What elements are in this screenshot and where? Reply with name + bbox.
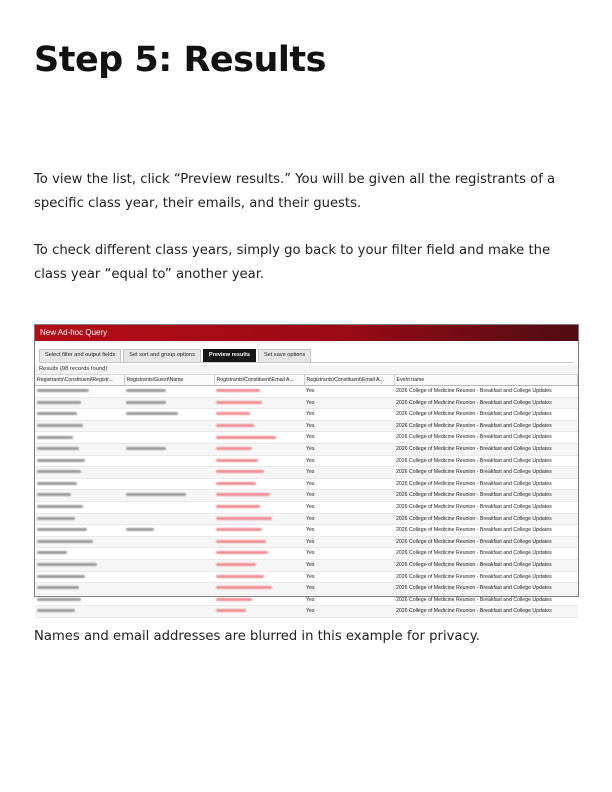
blurred-text xyxy=(37,424,83,427)
blurred-text xyxy=(216,551,268,554)
guest-name-cell xyxy=(124,490,214,502)
query-window-header: New Ad-hoc Query xyxy=(35,325,578,341)
registrant-name-cell xyxy=(35,432,124,444)
table-row[interactable] xyxy=(35,397,578,409)
email-flag-cell: Yes xyxy=(304,443,394,455)
blurred-text xyxy=(37,540,93,543)
guest-name-cell xyxy=(124,467,214,479)
email-flag-cell: Yes xyxy=(304,548,394,560)
guest-name-cell xyxy=(124,420,214,432)
blurred-text xyxy=(126,493,186,496)
guest-name-cell xyxy=(124,501,214,513)
blurred-text xyxy=(37,493,71,496)
email-flag-cell: Yes xyxy=(304,397,394,409)
table-row[interactable] xyxy=(35,467,578,479)
query-tabs xyxy=(39,349,574,363)
blurred-text xyxy=(37,459,85,462)
registrant-name-cell xyxy=(35,594,124,606)
query-results-screenshot xyxy=(34,324,579,615)
guest-name-cell xyxy=(124,397,214,409)
table-row[interactable] xyxy=(35,409,578,421)
email-cell xyxy=(214,443,304,455)
event-name-cell: 2026 College of Medicine Reunion - Breakfast and College Updates xyxy=(394,409,578,421)
instructions-paragraph-1: To view the list, click “Preview results.” You will be given all the registrants of a specific class year, their emails, and their guests. xyxy=(34,172,556,211)
table-row[interactable] xyxy=(35,432,578,444)
email-flag-cell: Yes xyxy=(304,467,394,479)
blurred-text xyxy=(37,401,81,404)
blurred-text xyxy=(216,540,266,543)
blurred-text xyxy=(216,528,262,531)
guest-name-cell xyxy=(124,455,214,467)
event-name-cell: 2026 College of Medicine Reunion - Breakfast and College Updates xyxy=(394,583,578,595)
registrant-name-cell xyxy=(35,478,124,490)
blurred-text xyxy=(216,447,252,450)
event-name-cell: 2026 College of Medicine Reunion - Breakfast and College Updates xyxy=(394,548,578,560)
email-cell xyxy=(214,536,304,548)
blurred-text xyxy=(216,424,254,427)
table-row[interactable] xyxy=(35,606,578,618)
email-cell xyxy=(214,583,304,595)
table-row[interactable] xyxy=(35,478,578,490)
blurred-text xyxy=(37,447,79,450)
blurred-text xyxy=(216,493,270,496)
blurred-text xyxy=(216,505,260,508)
registrant-name-cell xyxy=(35,536,124,548)
blurred-text xyxy=(37,551,67,554)
guest-name-cell xyxy=(124,478,214,490)
guest-name-cell xyxy=(124,559,214,571)
column-header[interactable]: Event name xyxy=(394,375,578,386)
blurred-text xyxy=(216,598,252,601)
blurred-text xyxy=(37,528,87,531)
blurred-text xyxy=(37,389,89,392)
email-cell xyxy=(214,571,304,583)
email-flag-cell: Yes xyxy=(304,501,394,513)
blurred-text xyxy=(216,609,246,612)
registrant-name-cell xyxy=(35,443,124,455)
blurred-text xyxy=(37,505,83,508)
email-flag-cell: Yes xyxy=(304,420,394,432)
blurred-text xyxy=(216,412,250,415)
email-flag-cell: Yes xyxy=(304,606,394,618)
blurred-text xyxy=(37,609,75,612)
table-row[interactable] xyxy=(35,536,578,548)
email-flag-cell: Yes xyxy=(304,513,394,525)
table-header-row xyxy=(35,375,578,386)
email-cell xyxy=(214,478,304,490)
blurred-text xyxy=(126,528,154,531)
event-name-cell: 2026 College of Medicine Reunion - Breakfast and College Updates xyxy=(394,571,578,583)
blurred-text xyxy=(37,598,81,601)
table-row[interactable] xyxy=(35,490,578,502)
guest-name-cell xyxy=(124,432,214,444)
instructions-paragraph-2: To check different class years, simply go back to your filter field and make the class year “equal to” another year. xyxy=(34,243,551,282)
email-flag-cell: Yes xyxy=(304,559,394,571)
event-name-cell: 2026 College of Medicine Reunion - Breakfast and College Updates xyxy=(394,513,578,525)
email-flag-cell: Yes xyxy=(304,536,394,548)
email-cell xyxy=(214,409,304,421)
event-name-cell: 2026 College of Medicine Reunion - Breakfast and College Updates xyxy=(394,594,578,606)
tab-save-options[interactable]: Set save options xyxy=(258,349,311,362)
blurred-text xyxy=(126,412,178,415)
table-row[interactable] xyxy=(35,443,578,455)
column-header[interactable]: Registrants\Constituent\Registr... xyxy=(35,375,124,386)
registrant-name-cell xyxy=(35,455,124,467)
blurred-text xyxy=(37,470,81,473)
email-cell xyxy=(214,432,304,444)
table-row[interactable] xyxy=(35,594,578,606)
table-row[interactable] xyxy=(35,386,578,398)
email-flag-cell: Yes xyxy=(304,594,394,606)
registrant-name-cell xyxy=(35,397,124,409)
email-flag-cell: Yes xyxy=(304,490,394,502)
email-cell xyxy=(214,386,304,398)
registrant-name-cell xyxy=(35,548,124,560)
guest-name-cell xyxy=(124,525,214,537)
privacy-note: Names and email addresses are blurred in this example for privacy. xyxy=(34,629,480,644)
email-cell xyxy=(214,420,304,432)
table-row[interactable] xyxy=(35,420,578,432)
event-name-cell: 2026 College of Medicine Reunion - Breakfast and College Updates xyxy=(394,397,578,409)
registrant-name-cell xyxy=(35,559,124,571)
email-flag-cell: Yes xyxy=(304,386,394,398)
blurred-text xyxy=(216,517,272,520)
guest-name-cell xyxy=(124,409,214,421)
blurred-text xyxy=(37,563,97,566)
email-cell xyxy=(214,594,304,606)
table-row[interactable] xyxy=(35,525,578,537)
event-name-cell: 2026 College of Medicine Reunion - Breakfast and College Updates xyxy=(394,443,578,455)
guest-name-cell xyxy=(124,513,214,525)
registrant-name-cell xyxy=(35,420,124,432)
email-cell xyxy=(214,397,304,409)
event-name-cell: 2026 College of Medicine Reunion - Breakfast and College Updates xyxy=(394,478,578,490)
blurred-text xyxy=(216,389,260,392)
registrant-name-cell xyxy=(35,467,124,479)
column-header[interactable]: Registrants\Constituent\Email A... xyxy=(214,375,304,386)
blurred-text xyxy=(37,412,77,415)
results-table-body xyxy=(35,386,578,618)
email-cell xyxy=(214,467,304,479)
registrant-name-cell xyxy=(35,583,124,595)
tab-preview-results[interactable]: Preview results xyxy=(203,349,256,362)
blurred-text xyxy=(37,586,79,589)
blurred-text xyxy=(126,389,166,392)
event-name-cell: 2026 College of Medicine Reunion - Breakfast and College Updates xyxy=(394,455,578,467)
email-cell xyxy=(214,559,304,571)
blurred-text xyxy=(126,401,166,404)
blurred-text xyxy=(126,447,166,450)
registrant-name-cell xyxy=(35,490,124,502)
event-name-cell: 2026 College of Medicine Reunion - Breakfast and College Updates xyxy=(394,536,578,548)
blurred-text xyxy=(216,401,262,404)
event-name-cell: 2026 College of Medicine Reunion - Breakfast and College Updates xyxy=(394,606,578,618)
records-found-count: Results (98 records found) xyxy=(35,365,578,375)
email-cell xyxy=(214,548,304,560)
column-header[interactable]: Registrants\Constituent\Email A... xyxy=(304,375,394,386)
table-row[interactable] xyxy=(35,559,578,571)
guest-name-cell xyxy=(124,571,214,583)
email-cell xyxy=(214,525,304,537)
registrant-name-cell xyxy=(35,386,124,398)
event-name-cell: 2026 College of Medicine Reunion - Breakfast and College Updates xyxy=(394,501,578,513)
email-flag-cell: Yes xyxy=(304,455,394,467)
event-name-cell: 2026 College of Medicine Reunion - Breakfast and College Updates xyxy=(394,525,578,537)
email-flag-cell: Yes xyxy=(304,478,394,490)
table-row[interactable] xyxy=(35,571,578,583)
table-row[interactable] xyxy=(35,501,578,513)
event-name-cell: 2026 College of Medicine Reunion - Breakfast and College Updates xyxy=(394,559,578,571)
email-flag-cell: Yes xyxy=(304,571,394,583)
registrant-name-cell xyxy=(35,525,124,537)
guest-name-cell xyxy=(124,548,214,560)
blurred-text xyxy=(37,517,75,520)
blurred-text xyxy=(216,563,256,566)
event-name-cell: 2026 College of Medicine Reunion - Breakfast and College Updates xyxy=(394,432,578,444)
guest-name-cell xyxy=(124,594,214,606)
email-flag-cell: Yes xyxy=(304,432,394,444)
email-flag-cell: Yes xyxy=(304,583,394,595)
blurred-text xyxy=(216,436,276,439)
guest-name-cell xyxy=(124,386,214,398)
event-name-cell: 2026 College of Medicine Reunion - Breakfast and College Updates xyxy=(394,386,578,398)
column-header[interactable]: Registrants\Guest\Name xyxy=(124,375,214,386)
email-cell xyxy=(214,513,304,525)
guest-name-cell xyxy=(124,443,214,455)
blurred-text xyxy=(216,470,264,473)
blurred-text xyxy=(37,436,73,439)
page-title: Step 5: Results xyxy=(34,40,326,80)
blurred-text xyxy=(216,459,258,462)
email-cell xyxy=(214,606,304,618)
email-flag-cell: Yes xyxy=(304,525,394,537)
blurred-text xyxy=(216,575,264,578)
table-row[interactable] xyxy=(35,513,578,525)
event-name-cell: 2026 College of Medicine Reunion - Breakfast and College Updates xyxy=(394,490,578,502)
event-name-cell: 2026 College of Medicine Reunion - Breakfast and College Updates xyxy=(394,420,578,432)
blurred-text xyxy=(37,575,85,578)
registrant-name-cell xyxy=(35,606,124,618)
guest-name-cell xyxy=(124,536,214,548)
email-cell xyxy=(214,501,304,513)
email-flag-cell: Yes xyxy=(304,409,394,421)
results-table xyxy=(35,375,578,618)
guest-name-cell xyxy=(124,606,214,618)
blurred-text xyxy=(37,482,77,485)
tab-sort-group[interactable]: Set sort and group options xyxy=(123,349,201,362)
guest-name-cell xyxy=(124,583,214,595)
table-row[interactable] xyxy=(35,455,578,467)
registrant-name-cell xyxy=(35,571,124,583)
registrant-name-cell xyxy=(35,501,124,513)
event-name-cell: 2026 College of Medicine Reunion - Breakfast and College Updates xyxy=(394,467,578,479)
email-cell xyxy=(214,455,304,467)
registrant-name-cell xyxy=(35,513,124,525)
registrant-name-cell xyxy=(35,409,124,421)
table-row[interactable] xyxy=(35,583,578,595)
table-row[interactable] xyxy=(35,548,578,560)
tab-select-filter[interactable]: Select filter and output fields xyxy=(39,349,121,362)
email-cell xyxy=(214,490,304,502)
blurred-text xyxy=(216,586,272,589)
blurred-text xyxy=(216,482,256,485)
